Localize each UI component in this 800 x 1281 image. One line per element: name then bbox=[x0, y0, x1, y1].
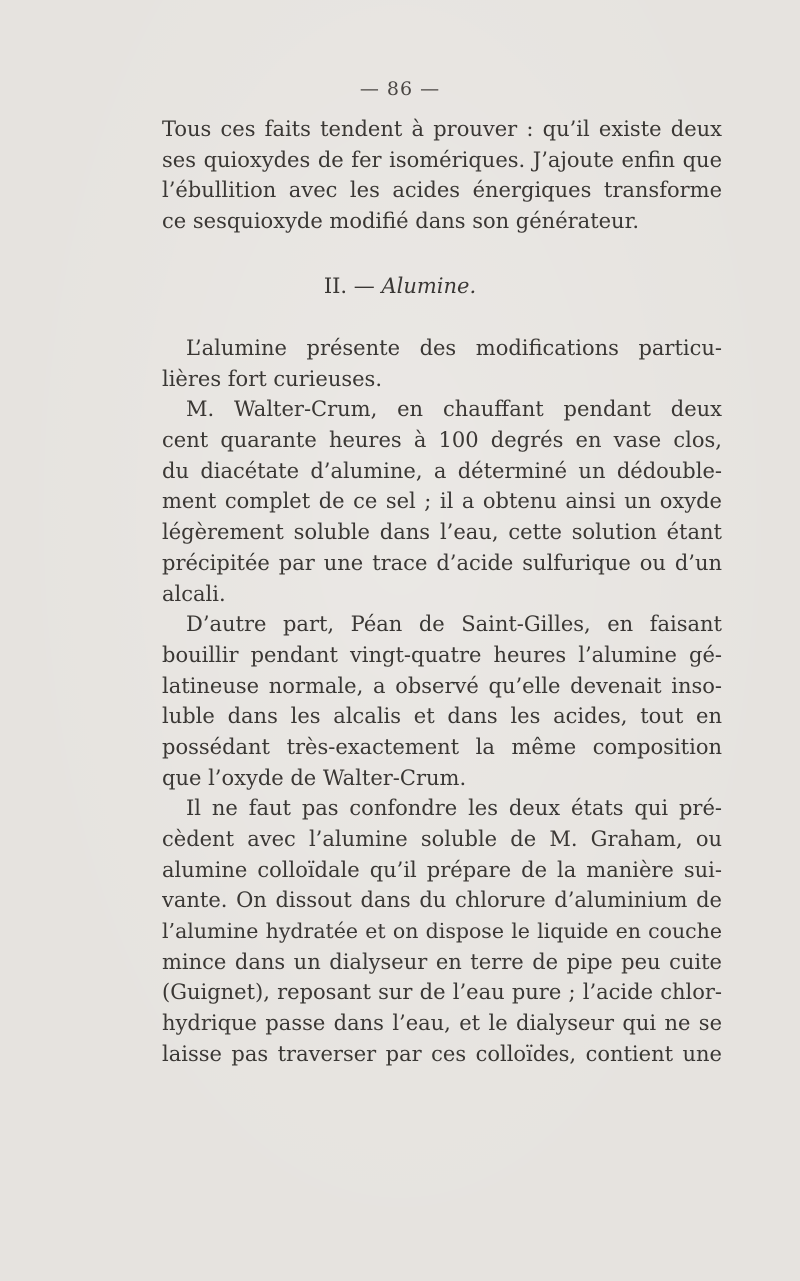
text-line: D’autre part, Péan de Saint-Gilles, en faisant bbox=[186, 612, 722, 637]
text-line: Il ne faut pas confondre les deux états qui pré- bbox=[186, 796, 722, 821]
text-line: ses quioxydes de fer isomériques. J’ajoute enfin que bbox=[162, 147, 722, 172]
text-line: Tous ces faits tendent à prouver : qu’il existe deux bbox=[162, 117, 722, 141]
text-line: laisse pas traverser par ces colloïdes, contient une bbox=[162, 1041, 722, 1066]
text-line: possédant très-exactement la même composition bbox=[162, 734, 722, 759]
text-line: l’ébullition avec les acides énergiques transforme bbox=[162, 178, 722, 203]
section-number: II. — bbox=[323, 274, 375, 298]
text-line: L’alumine présente des modifications particu- bbox=[186, 336, 722, 360]
text-line: lières fort curieuses. bbox=[162, 366, 382, 391]
text-line: alcali. bbox=[162, 581, 226, 606]
text-line: mince dans un dialyseur en terre de pipe peu cuite bbox=[162, 949, 722, 974]
text-line: hydrique passe dans l’eau, et le dialyseur qui ne se bbox=[162, 1011, 722, 1036]
text-line: l’alumine hydratée et on dispose le liquide en couche bbox=[162, 919, 722, 944]
section-title: Alumine. bbox=[381, 274, 477, 298]
text-line: ment complet de ce sel ; il a obtenu ainsi un oxyde bbox=[162, 489, 722, 514]
text-line: alumine colloïdale qu’il prépare de la manière sui- bbox=[162, 857, 722, 882]
text-line: latineuse normale, a observé qu’elle devenait inso- bbox=[162, 673, 722, 698]
text-line: luble dans les alcalis et dans les acides, tout en bbox=[162, 704, 722, 729]
text-line: cèdent avec l’alumine soluble de M. Graham, ou bbox=[162, 827, 722, 851]
text-line: cent quarante heures à 100 degrés en vase clos, bbox=[162, 428, 722, 453]
text-line: du diacétate d’alumine, a déterminé un dédouble- bbox=[162, 458, 722, 483]
text-line: M. Walter-Crum, en chauffant pendant deux bbox=[186, 397, 722, 422]
intro-paragraph bbox=[162, 114, 722, 237]
text-line: (Guignet), reposant sur de l’eau pure ; l’acide chlor- bbox=[162, 980, 722, 1005]
text-line: précipitée par une trace d’acide sulfurique ou d’un bbox=[162, 550, 722, 575]
text-line: légèrement soluble dans l’eau, cette solution étant bbox=[162, 520, 722, 545]
text-line: que l’oxyde de Walter-Crum. bbox=[162, 765, 467, 790]
text-line: vante. On dissout dans du chlorure d’aluminium de bbox=[162, 888, 722, 913]
text-line: ce sesquioxyde modifié dans son générateur. bbox=[162, 209, 639, 234]
body-text bbox=[162, 333, 722, 1070]
section-heading bbox=[0, 271, 800, 301]
page-number: — 86 — bbox=[359, 78, 441, 100]
text-line: bouillir pendant vingt-quatre heures l’alumine gé- bbox=[162, 642, 722, 667]
